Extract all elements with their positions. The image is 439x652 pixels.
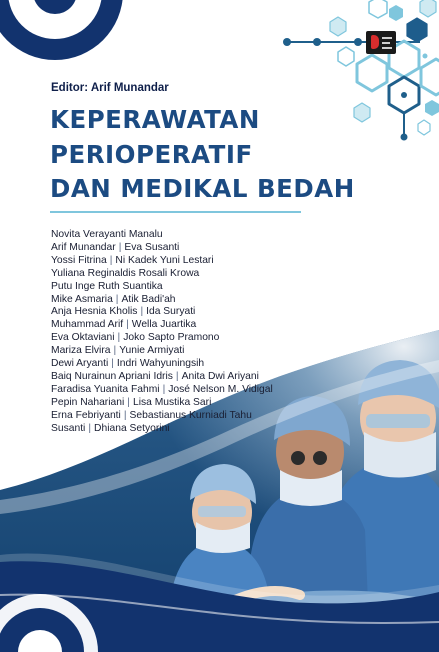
author-line (51, 371, 273, 384)
author-separator: | (127, 396, 130, 408)
author-separator: | (117, 332, 121, 344)
author-name: Anja Hesnia Kholis (51, 306, 138, 318)
author-name: Lisa Mustika Sari (132, 396, 212, 408)
top-left-navy-arc (0, 0, 123, 60)
publisher-logo (366, 31, 396, 54)
author-name: Mariza Elvira (51, 345, 111, 357)
author-line (51, 306, 273, 319)
author-separator: | (162, 383, 166, 395)
author-name: Dewi Aryanti (51, 358, 109, 370)
author-name: Putu Inge Ruth Suantika (51, 280, 163, 292)
author-name: Yunie Armiyati (119, 345, 185, 357)
author-name: Susanti (51, 422, 86, 434)
author-name: Eva Susanti (124, 241, 180, 253)
author-name: Wella Juartika (131, 319, 197, 331)
author-line (51, 268, 273, 281)
author-line (51, 255, 273, 268)
author-name: Atik Badi'ah (121, 293, 176, 305)
editor-credit: Editor: Arif Munandar (51, 82, 169, 94)
author-name: Anita Dwi Ariyani (181, 370, 259, 382)
author-line (51, 423, 273, 436)
author-name: Arif Munandar (51, 241, 116, 253)
author-line (51, 242, 273, 255)
author-separator: | (113, 345, 117, 357)
author-line (51, 358, 273, 371)
author-separator: | (175, 370, 179, 382)
author-name: Erna Febriyanti (51, 409, 121, 421)
author-name: Novita Verayanti Manalu (51, 229, 163, 240)
title-divider (50, 211, 301, 213)
author-name: Yuliana Reginaldis Rosali Krowa (51, 267, 200, 279)
author-separator: | (140, 306, 144, 318)
book-title-line-3: DAN MEDIKAL BEDAH (50, 174, 355, 203)
author-name: Mike Asmaria (51, 293, 113, 305)
author-line (51, 384, 273, 397)
author-list (51, 229, 273, 436)
author-name: Muhammad Arif (51, 319, 124, 331)
author-name: Sebastianus Kurniadi Tahu (129, 409, 252, 421)
author-name: Dhiana Setyorini (94, 422, 170, 434)
author-line (51, 345, 273, 358)
author-name: José Nelson M. Vidigal (168, 383, 273, 395)
author-name: Eva Oktaviani (51, 332, 115, 344)
author-separator: | (109, 254, 113, 266)
book-title-line-1: KEPERAWATAN (50, 105, 260, 134)
author-separator: | (118, 241, 122, 253)
author-line (51, 229, 273, 242)
author-name: Faradisa Yuanita Fahmi (51, 383, 160, 395)
author-line (51, 319, 273, 332)
hexagon-network-graphic (283, 0, 439, 141)
author-name: Ni Kadek Yuni Lestari (115, 254, 214, 266)
author-separator: | (123, 409, 127, 421)
author-name: Baiq Nurainun Apriani Idris (51, 370, 173, 382)
book-title-line-2: PERIOPERATIF (50, 140, 253, 169)
author-separator: | (111, 358, 114, 370)
author-line (51, 281, 273, 294)
author-line (51, 410, 273, 423)
author-line (51, 332, 273, 345)
author-name: Indri Wahyuningsih (116, 358, 205, 370)
author-separator: | (126, 319, 129, 331)
author-name: Joko Sapto Pramono (123, 332, 220, 344)
author-separator: | (115, 293, 119, 305)
author-name: Ida Suryati (146, 306, 196, 318)
author-name: Yossi Fitrina (51, 254, 107, 266)
author-line (51, 397, 273, 410)
author-name: Pepin Nahariani (51, 396, 125, 408)
bookmark-icon (371, 35, 379, 49)
author-line (51, 294, 273, 307)
author-separator: | (88, 422, 92, 434)
